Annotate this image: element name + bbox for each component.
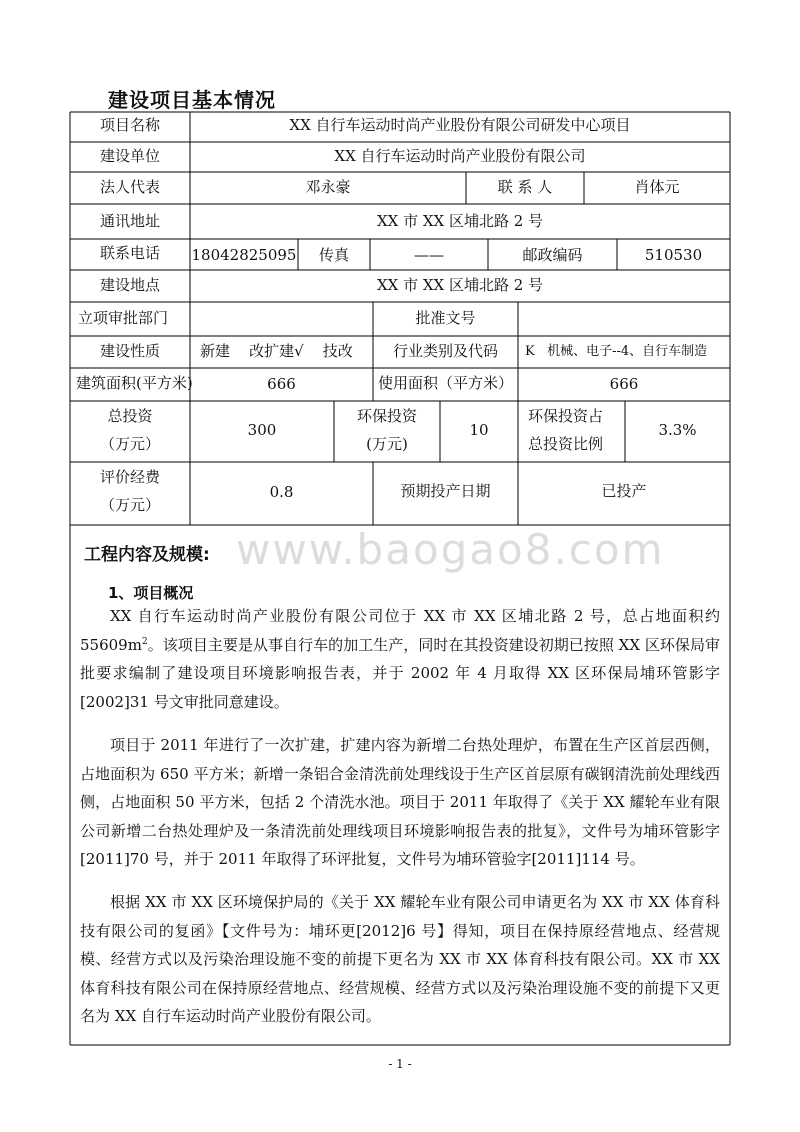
label-project-name: 项目名称 [99, 116, 160, 134]
label-env-invest-line1: 环保投资 [356, 407, 417, 425]
value-project-name: XX 自行车运动时尚产业股份有限公司研发中心项目 [289, 116, 631, 134]
label-area: 建筑面积(平方米) [76, 374, 193, 392]
page-title: 建设项目基本情况 [108, 88, 276, 112]
label-fee-line2: （万元） [99, 496, 160, 514]
value-ratio: 3.3% [658, 421, 697, 439]
value-address: XX 市 XX 区埔北路 2 号 [376, 212, 544, 230]
value-date: 已投产 [601, 482, 647, 500]
section-subtitle: 1、项目概况 [108, 584, 194, 602]
page-number: - 1 - [388, 1057, 412, 1071]
value-fee: 0.8 [269, 483, 294, 501]
label-date: 预期投产日期 [400, 482, 491, 500]
paragraph-2: 项目于 2011 年进行了一次扩建，扩建内容为新增二台热处理炉，布置在生产区首层西侧，占地面积为 650 平方米；新增一条铝合金清洗前处理线设于生产区首层原有碳钢清洗前处理线西侧，占地面积 50 平方米，包括 2 个清洗水池。项目于 2011 年取得了《关于 XX 耀轮车业有限公司新增二台热处理炉及一条清洗前处理线项目环境影响报告表的批复》，文件号为埔环管影字[2011]70 号，并于 2011 年取得了环评批复，文件号为埔环管验字[2011]114 号。 [80, 736, 720, 868]
value-use-area: 666 [609, 375, 639, 393]
label-fee-line1: 评价经费 [99, 468, 160, 486]
label-phone: 联系电话 [99, 244, 160, 262]
label-env-invest-line2: (万元) [366, 435, 408, 453]
label-approval-doc: 批准文号 [415, 309, 476, 327]
value-fax: —— [414, 246, 444, 264]
value-contact: 肖体元 [634, 178, 680, 196]
label-legal: 法人代表 [99, 178, 160, 196]
label-industry: 行业类别及代码 [392, 342, 498, 360]
value-site: XX 市 XX 区埔北路 2 号 [376, 276, 544, 294]
value-industry: K 机械、电子--4、自行车制造 [525, 344, 708, 359]
label-invest-line2: （万元） [99, 435, 160, 453]
value-phone: 18042825095 [191, 246, 297, 264]
label-nature: 建设性质 [99, 342, 160, 360]
value-nature: 新建 改扩建√ 技改 [200, 342, 353, 360]
paragraph-3: 根据 XX 市 XX 区环境保护局的《关于 XX 耀轮车业有限公司申请更名为 XX 市 XX 体育科技有限公司的复函》【文件号为：埔环更[2012]6 号】得知，项目在保持原经营地点、经营规模、经营方式以及污染治理设施不变的前提下更名为 XX 市 XX 体育科技有限公司。XX 市 XX 体育科技有限公司在保持原经营地点、经营规模、经营方式以及污染治理设施不变的前提下又更名为 XX 自行车运动时尚产业股份有限公司。 [80, 893, 720, 1025]
label-contact: 联 系 人 [497, 178, 553, 196]
label-unit: 建设单位 [99, 147, 160, 165]
label-approval: 立项审批部门 [78, 309, 169, 327]
value-postcode: 510530 [644, 246, 703, 264]
value-env-invest: 10 [469, 421, 489, 439]
section-title: 工程内容及规模: [84, 545, 210, 565]
watermark: www.baogao8.com [236, 525, 665, 574]
label-postcode: 邮政编码 [522, 246, 583, 264]
value-invest: 300 [247, 421, 277, 439]
label-invest-line1: 总投资 [107, 407, 153, 425]
value-area: 666 [267, 375, 296, 393]
value-legal: 邓永豪 [305, 178, 351, 196]
label-fax: 传真 [318, 246, 349, 264]
label-ratio-line2: 总投资比例 [528, 435, 604, 453]
paragraph-1: XX 自行车运动时尚产业股份有限公司位于 XX 市 XX 区埔北路 2 号，总占地面积约 $55609m^2$。该项目主要是从事自行车的加工生产，同时在其投资建设初期已按照 XX 区环保局审批要求编制了建设项目环境影响报告表，并于 2002 年 4 月取得 XX 区环保局埔环管影字[2002]31 号文审批同意建设。 [80, 607, 720, 711]
label-ratio-line1: 环保投资占 [528, 407, 604, 425]
label-site: 建设地点 [99, 276, 160, 294]
label-address: 通讯地址 [99, 212, 160, 230]
value-unit: XX 自行车运动时尚产业股份有限公司 [334, 147, 586, 165]
label-use-area: 使用面积（平方米） [377, 374, 513, 392]
